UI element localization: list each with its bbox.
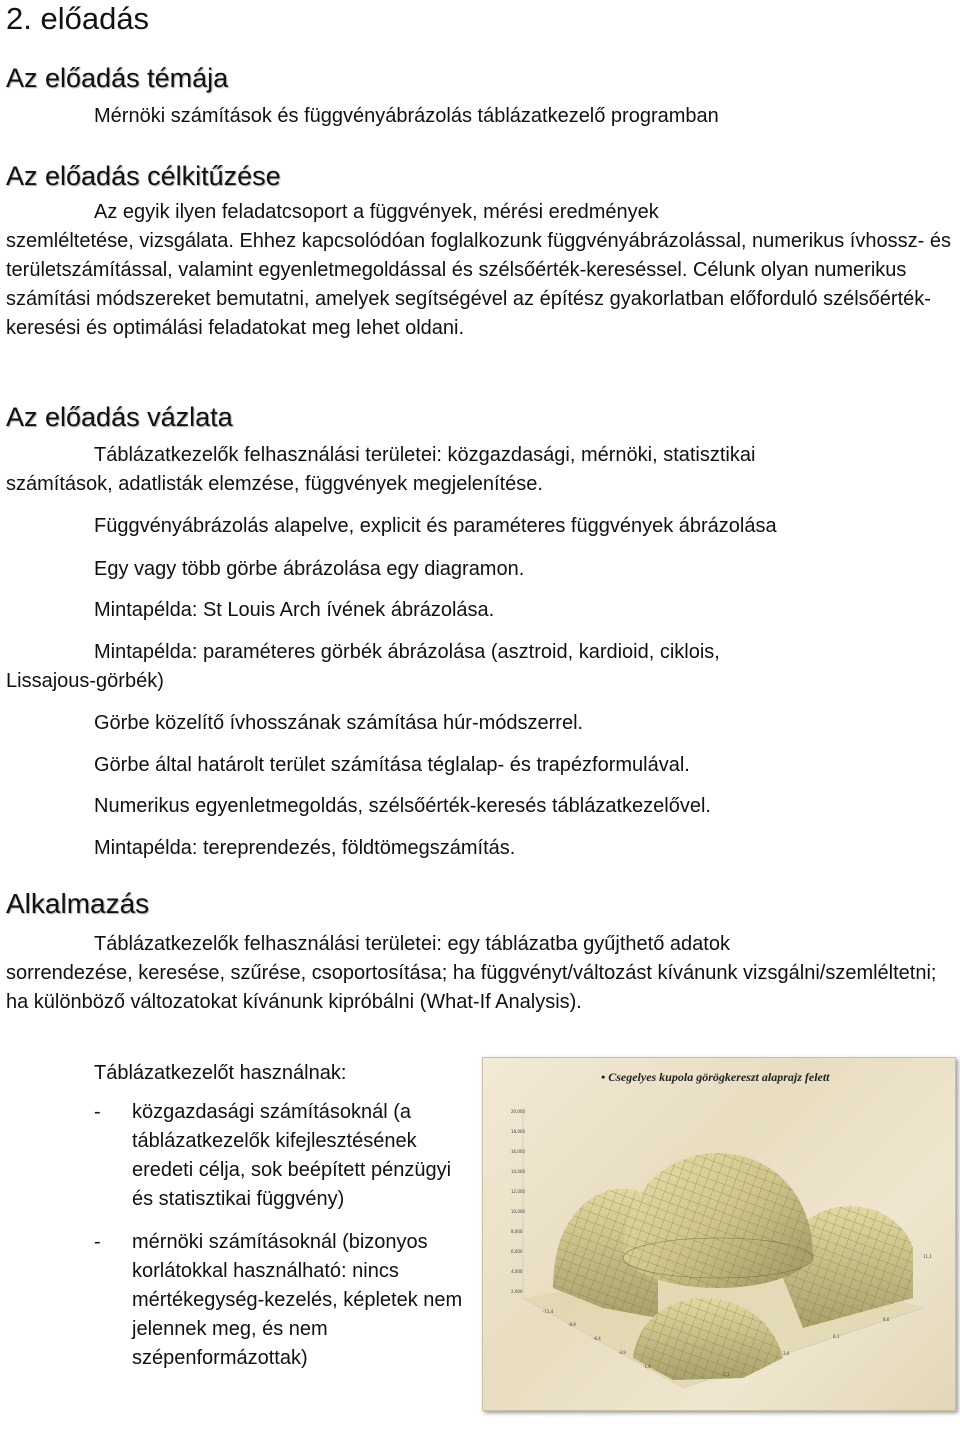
list-dash: - — [94, 1101, 101, 1123]
vazlat-intro-first: Táblázatkezelők felhasználási területei: közgazdasági, mérnöki, statisztikai — [94, 444, 756, 466]
svg-text:16,000: 16,000 — [511, 1149, 525, 1154]
dome-surface-image — [483, 1058, 955, 1410]
vazlat-item: Görbe által határolt terület számítása téglalap- és trapézformulával. — [94, 754, 690, 776]
svg-text:20,000: 20,000 — [511, 1109, 525, 1114]
celkituzes-rest: szemléltetése, vizsgálata. Ehhez kapcsolódóan foglalkozunk függvényábrázolással, numerikus ívhossz- és területszámítással, valamint egyenletmegoldással és szélsőérték-kereséssel. Célunk olyan numerikus számítási módszereket bemutatni, amelyek segítségével az építész gyakorlatban előforduló szélsőérték-keresési és optimálási feladatokat meg lehet oldani. — [6, 230, 951, 339]
svg-text:-11,4: -11,4 — [543, 1309, 554, 1314]
vazlat-item: Numerikus egyenletmegoldás, szélsőérték-keresés táblázatkezelővel. — [94, 795, 711, 817]
svg-text:-8,9: -8,9 — [568, 1322, 576, 1327]
svg-text:-3,9: -3,9 — [618, 1350, 626, 1355]
svg-text:-6,4: -6,4 — [593, 1336, 601, 1341]
svg-text:2,000: 2,000 — [511, 1289, 523, 1294]
vazlat-intro-rest: számítások, adatlisták elemzése, függvények megjelenítése. — [6, 473, 543, 495]
vazlat-item: Mintapélda: St Louis Arch ívének ábrázolása. — [94, 599, 495, 621]
vazlat-item-4 — [6, 638, 956, 696]
vazlat-item: Mintapélda: tereprendezés, földtömegszámítás. — [94, 837, 516, 859]
list-item-text: mérnöki számításoknál (bizonyos korlátokkal használható: nincs mértékegység-kezelés, képletek nem jelennek meg, és nem szépenformázottak) — [132, 1231, 463, 1369]
page-title: 2. előadás — [6, 1, 150, 36]
list-dash: - — [94, 1231, 101, 1253]
list-item-text: közgazdasági számításoknál (a táblázatkezelők kifejlesztésének eredeti célja, sok beépített pénzügyi és statisztikai függvény) — [132, 1101, 452, 1210]
figure-caption: • Csegelyes kupola görögkereszt alaprajz felett — [601, 1070, 830, 1084]
heading-celkituzes: Az előadás célkitűzése — [6, 161, 281, 191]
svg-text:12,000: 12,000 — [511, 1189, 525, 1194]
alkalmazas-first-line: Táblázatkezelők felhasználási területei: egy táblázatba gyűjthető adatok — [94, 933, 730, 955]
vazlat-item: Függvényábrázolás alapelve, explicit és paraméteres függvények ábrázolása — [94, 515, 777, 537]
celkituzes-paragraph — [6, 198, 956, 343]
svg-text:10,000: 10,000 — [511, 1209, 525, 1214]
list-item — [94, 1098, 464, 1214]
svg-text:4,000: 4,000 — [511, 1269, 523, 1274]
vazlat-item4-first: Mintapélda: paraméteres görbék ábrázolása (asztroid, kardioid, ciklois, — [94, 641, 720, 663]
svg-text:18,000: 18,000 — [511, 1129, 525, 1134]
svg-text:8,000: 8,000 — [511, 1229, 523, 1234]
heading-alkalmazas: Alkalmazás — [6, 888, 150, 919]
vazlat-item: Görbe közelítő ívhosszának számítása húr-módszerrel. — [94, 712, 584, 734]
alkalmazas-paragraph — [6, 930, 956, 1017]
svg-text:11,1: 11,1 — [923, 1254, 932, 1259]
svg-text:-1,4: -1,4 — [643, 1364, 651, 1369]
vazlat-item4-rest: Lissajous-görbék) — [6, 670, 164, 692]
svg-text:3,6: 3,6 — [783, 1351, 790, 1356]
usage-list — [94, 1098, 464, 1387]
svg-text:6,1: 6,1 — [833, 1334, 840, 1339]
svg-text:14,000: 14,000 — [511, 1169, 525, 1174]
list-item — [94, 1228, 464, 1373]
vazlat-intro — [6, 441, 956, 499]
svg-text:8,6: 8,6 — [883, 1317, 890, 1322]
celkituzes-first-line: Az egyik ilyen feladatcsoport a függvények, mérési eredmények — [94, 201, 659, 223]
svg-text:1,1: 1,1 — [723, 1372, 730, 1377]
heading-tema: Az előadás témája — [6, 63, 229, 93]
heading-vazlat: Az előadás vázlata — [6, 402, 233, 432]
dome-surface-figure — [482, 1057, 956, 1411]
list-intro: Táblázatkezelőt használnak: — [94, 1062, 347, 1084]
vazlat-item: Egy vagy több görbe ábrázolása egy diagramon. — [94, 558, 525, 580]
alkalmazas-rest: sorrendezése, keresése, szűrése, csoportosítása; ha függvényt/változást kívánunk vizsgálni/szemléltetni; ha különböző változatokat kívánunk kipróbálni (What-If Analysis). — [6, 962, 937, 1013]
tema-text: Mérnöki számítások és függvényábrázolás táblázatkezelő programban — [94, 105, 719, 127]
svg-text:6,000: 6,000 — [511, 1249, 523, 1254]
